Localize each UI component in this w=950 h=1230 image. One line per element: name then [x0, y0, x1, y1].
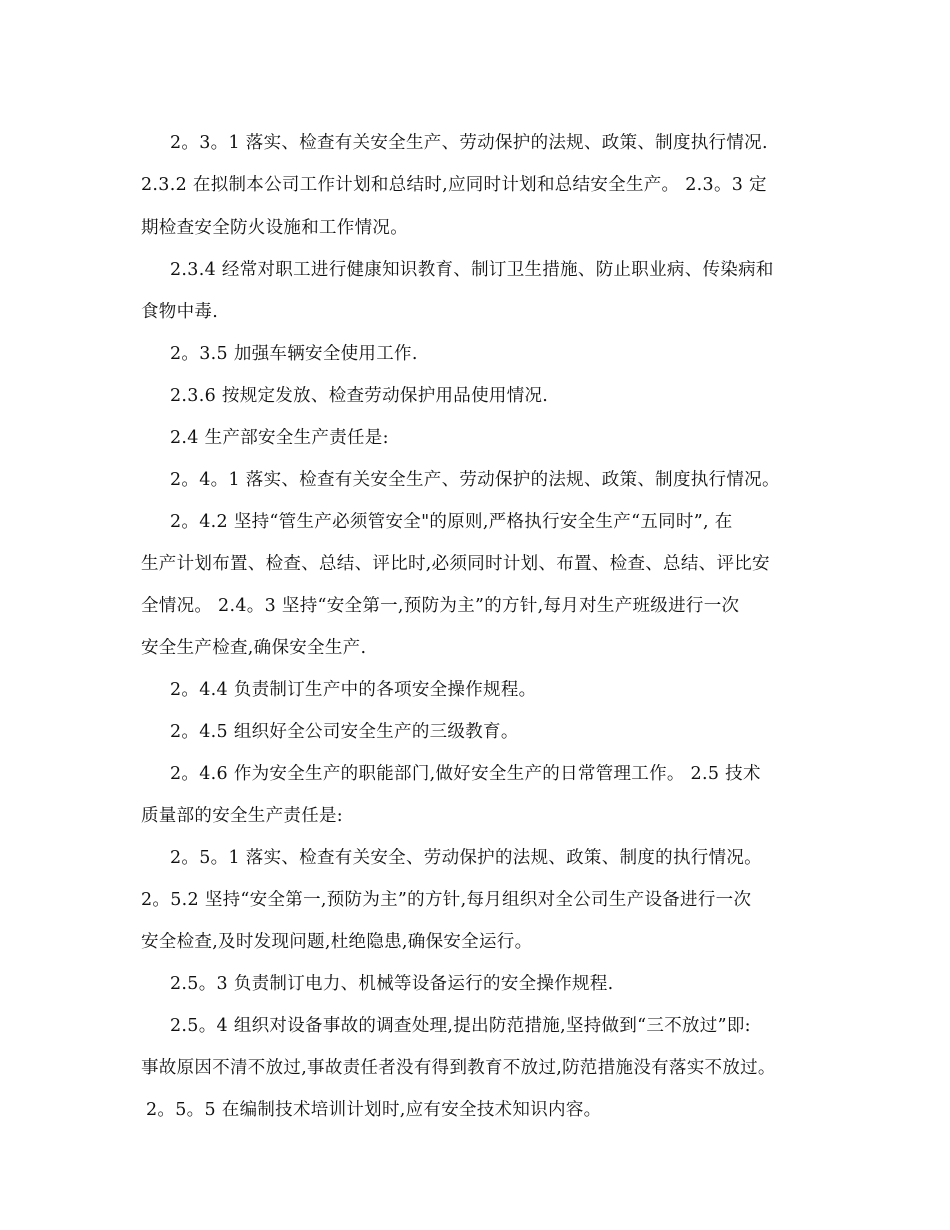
text-line: 事故原因不清不放过,事故责任者没有得到教育不放过,防范措施没有落实不放过。 [141, 1058, 776, 1078]
text-line: 食物中毒. [141, 302, 219, 322]
text-line: 2。5.2 坚持“安全第一,预防为主”的方针,每月组织对全公司生产设备进行一次 [141, 890, 752, 910]
text-line: 2.5。3 负责制订电力、机械等设备运行的安全操作规程. [170, 974, 614, 994]
text-line: 2。4.5 组织好全公司安全生产的三级教育。 [170, 722, 519, 742]
text-line: 2。4.6 作为安全生产的职能部门,做好安全生产的日常管理工作。 2.5 技术 [170, 764, 761, 784]
text-line: 期检查安全防火设施和工作情况。 [141, 218, 408, 238]
text-line: 2.5。4 组织对设备事故的调查处理,提出防范措施,坚持做到“三不放过”即: [170, 1016, 751, 1036]
text-line: 2.3.2 在拟制本公司工作计划和总结时,应同时计划和总结安全生产。 2.3。3 定 [141, 175, 767, 195]
text-line: 质量部的安全生产责任是: [141, 806, 343, 826]
text-line: 安全检查,及时发现问题,杜绝隐患,确保安全运行。 [141, 932, 533, 952]
text-line: 2。4。1 落实、检查有关安全生产、劳动保护的法规、政策、制度执行情况。 [170, 470, 780, 490]
text-line: 安全生产检查,确保安全生产. [141, 638, 367, 658]
text-line: 2。4.4 负责制订生产中的各项安全操作规程。 [170, 680, 537, 700]
text-line: 生产计划布置、检查、总结、评比时,必须同时计划、布置、检查、总结、评比安 [141, 554, 770, 574]
text-line: 2。3。1 落实、检查有关安全生产、劳动保护的法规、政策、制度执行情况. [170, 133, 768, 153]
text-line: 2。5。5 在编制技术培训计划时,应有安全技术知识内容。 [146, 1100, 602, 1120]
text-line: 2.4 生产部安全生产责任是: [170, 428, 389, 448]
text-line: 2。3.5 加强车辆安全使用工作. [170, 344, 418, 364]
text-line: 2.3.4 经常对职工进行健康知识教育、制订卫生措施、防止职业病、传染病和 [170, 260, 774, 280]
text-line: 2。4.2 坚持“管生产必须管安全"的原则,严格执行安全生产“五同时”, 在 [170, 512, 733, 532]
text-line: 全情况。 2.4。3 坚持“安全第一,预防为主”的方针,每月对生产班级进行一次 [141, 596, 740, 616]
text-line: 2。5。1 落实、检查有关安全、劳动保护的法规、政策、制度的执行情况。 [170, 848, 762, 868]
text-line: 2.3.6 按规定发放、检查劳动保护用品使用情况. [170, 386, 549, 406]
